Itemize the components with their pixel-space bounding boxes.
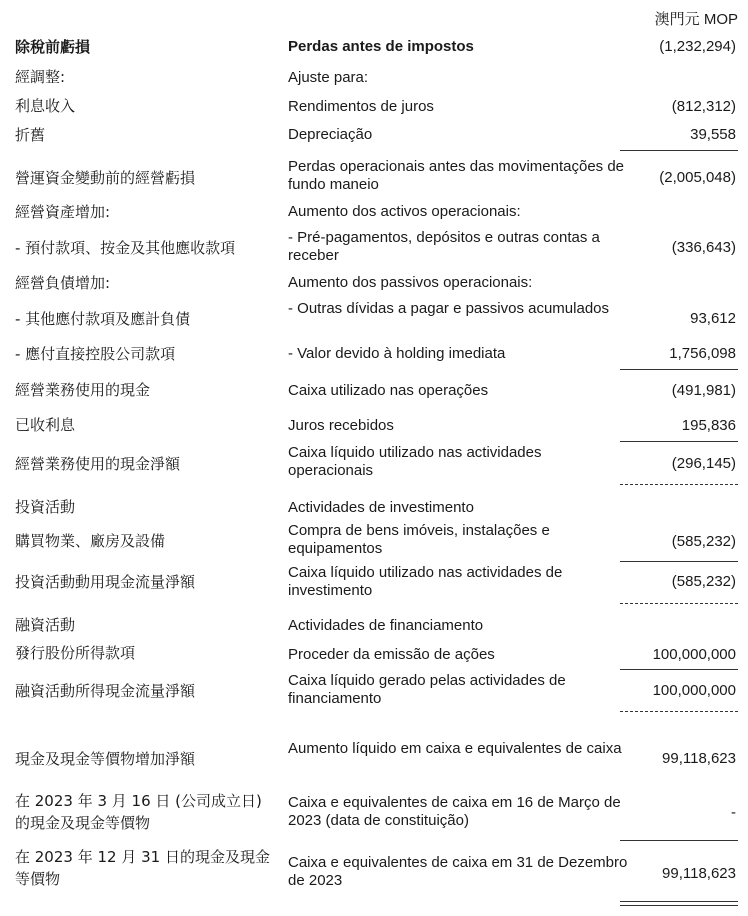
row-label-portuguese: Compra de bens imóveis, instalações e equipamentos <box>288 522 550 557</box>
row-amount: (296,145) <box>671 455 736 472</box>
row-amount: (585,232) <box>671 573 736 590</box>
row-label-portuguese: Rendimentos de juros <box>288 98 434 115</box>
row-amount: (812,312) <box>671 98 736 115</box>
row-amount: 93,612 <box>690 310 736 327</box>
row-label-portuguese: Caixa utilizado nas operações <box>288 382 489 399</box>
row-label-portuguese: Aumento líquido em caixa e equivalentes de caixa <box>288 740 622 757</box>
row-label-chinese: - 應付直接控股公司款項 <box>15 345 176 363</box>
row-label-chinese: 發行股份所得款項 <box>15 644 136 662</box>
row-label-chinese: 投資活動 <box>15 498 76 516</box>
row-label-chinese: - 預付款項、按金及其他應收款項 <box>15 239 236 257</box>
row-amount: 100,000,000 <box>652 682 736 699</box>
row-amount: 99,118,623 <box>662 865 736 882</box>
row-amount: 195,836 <box>681 417 736 434</box>
row-label-chinese: 購買物業、廠房及設備 <box>15 532 166 550</box>
row-label-chinese: 投資活動動用現金流量淨額 <box>15 573 196 591</box>
row-label-chinese: 現金及現金等價物增加淨額 <box>15 750 196 768</box>
subtotal-rule <box>620 150 738 151</box>
row-label-portuguese: Actividades de investimento <box>288 499 474 516</box>
row-amount: (491,981) <box>671 382 736 399</box>
row-label-portuguese: Caixa líquido gerado pelas actividades de financiamento <box>288 672 566 707</box>
row-label-portuguese: Depreciação <box>288 126 373 143</box>
row-amount: 39,558 <box>690 126 736 143</box>
row-label-portuguese: Actividades de financiamento <box>288 617 484 634</box>
grand-total-rule <box>620 901 738 906</box>
row-label-portuguese: Caixa e equivalentes de caixa em 31 de Dezembro de 2023 <box>288 854 628 889</box>
subtotal-rule <box>620 561 738 562</box>
row-label-chinese: 在 2023 年 3 月 16 日 (公司成立日) 的現金及現金等價物 <box>15 792 262 832</box>
row-label-chinese: 經營資產增加: <box>15 203 111 221</box>
row-label-chinese: 融資活動 <box>15 616 76 634</box>
row-label-portuguese: Perdas operacionais antes das movimentações de fundo maneio <box>288 158 625 193</box>
row-label-chinese: 在 2023 年 12 月 31 日的現金及現金等價物 <box>15 848 270 888</box>
row-amount: - <box>731 804 736 821</box>
row-label-chinese: - 其他應付款項及應計負債 <box>15 310 191 328</box>
row-label-chinese: 經營業務使用的現金淨額 <box>15 455 181 473</box>
row-label-portuguese: - Valor devido à holding imediata <box>288 345 506 362</box>
row-amount: (336,643) <box>671 239 736 256</box>
row-label-portuguese: Juros recebidos <box>288 417 394 434</box>
row-label-portuguese: Caixa e equivalentes de caixa em 16 de Março de 2023 (data de constituição) <box>288 794 621 829</box>
row-label-portuguese: Aumento dos activos operacionais: <box>288 203 521 220</box>
row-label-portuguese: Aumento dos passivos operacionais: <box>288 274 533 291</box>
row-label-portuguese: Caixa líquido utilizado nas actividades de investimento <box>288 564 563 599</box>
row-amount: 100,000,000 <box>652 646 736 663</box>
row-label-portuguese: - Pré-pagamentos, depósitos e outras contas a receber <box>288 229 600 264</box>
row-label-portuguese: Caixa líquido utilizado nas actividades operacionais <box>288 444 542 479</box>
subtotal-rule <box>620 840 738 841</box>
row-label-portuguese: Ajuste para: <box>288 69 369 86</box>
subtotal-rule <box>620 369 738 370</box>
row-label-chinese: 折舊 <box>15 126 46 144</box>
row-label-chinese: 融資活動所得現金流量淨額 <box>15 682 196 700</box>
total-rule <box>620 484 738 485</box>
row-label-chinese: 已收利息 <box>15 416 76 434</box>
row-label-portuguese: - Outras dívidas a pagar e passivos acumulados <box>288 300 609 317</box>
row-amount: 1,756,098 <box>669 345 736 362</box>
row-amount: (585,232) <box>671 533 736 550</box>
row-label-chinese: 經營業務使用的現金 <box>15 381 151 399</box>
subtotal-rule <box>620 669 738 670</box>
row-label-chinese: 經營負債增加: <box>15 274 111 292</box>
row-label-chinese: 營運資金變動前的經營虧損 <box>15 169 196 187</box>
row-amount: (2,005,048) <box>659 169 736 186</box>
row-label-chinese: 經調整: <box>15 68 66 86</box>
row-label-chinese: 利息收入 <box>15 97 76 115</box>
currency-header: 澳門元 MOP <box>654 11 738 28</box>
subtotal-rule <box>620 441 738 442</box>
row-label-chinese: 除稅前虧損 <box>15 38 91 56</box>
total-rule <box>620 711 738 712</box>
row-label-portuguese: Perdas antes de impostos <box>288 38 474 55</box>
row-amount: (1,232,294) <box>659 38 736 55</box>
row-label-portuguese: Proceder da emissão de ações <box>288 646 495 663</box>
total-rule <box>620 603 738 604</box>
row-amount: 99,118,623 <box>662 750 736 767</box>
